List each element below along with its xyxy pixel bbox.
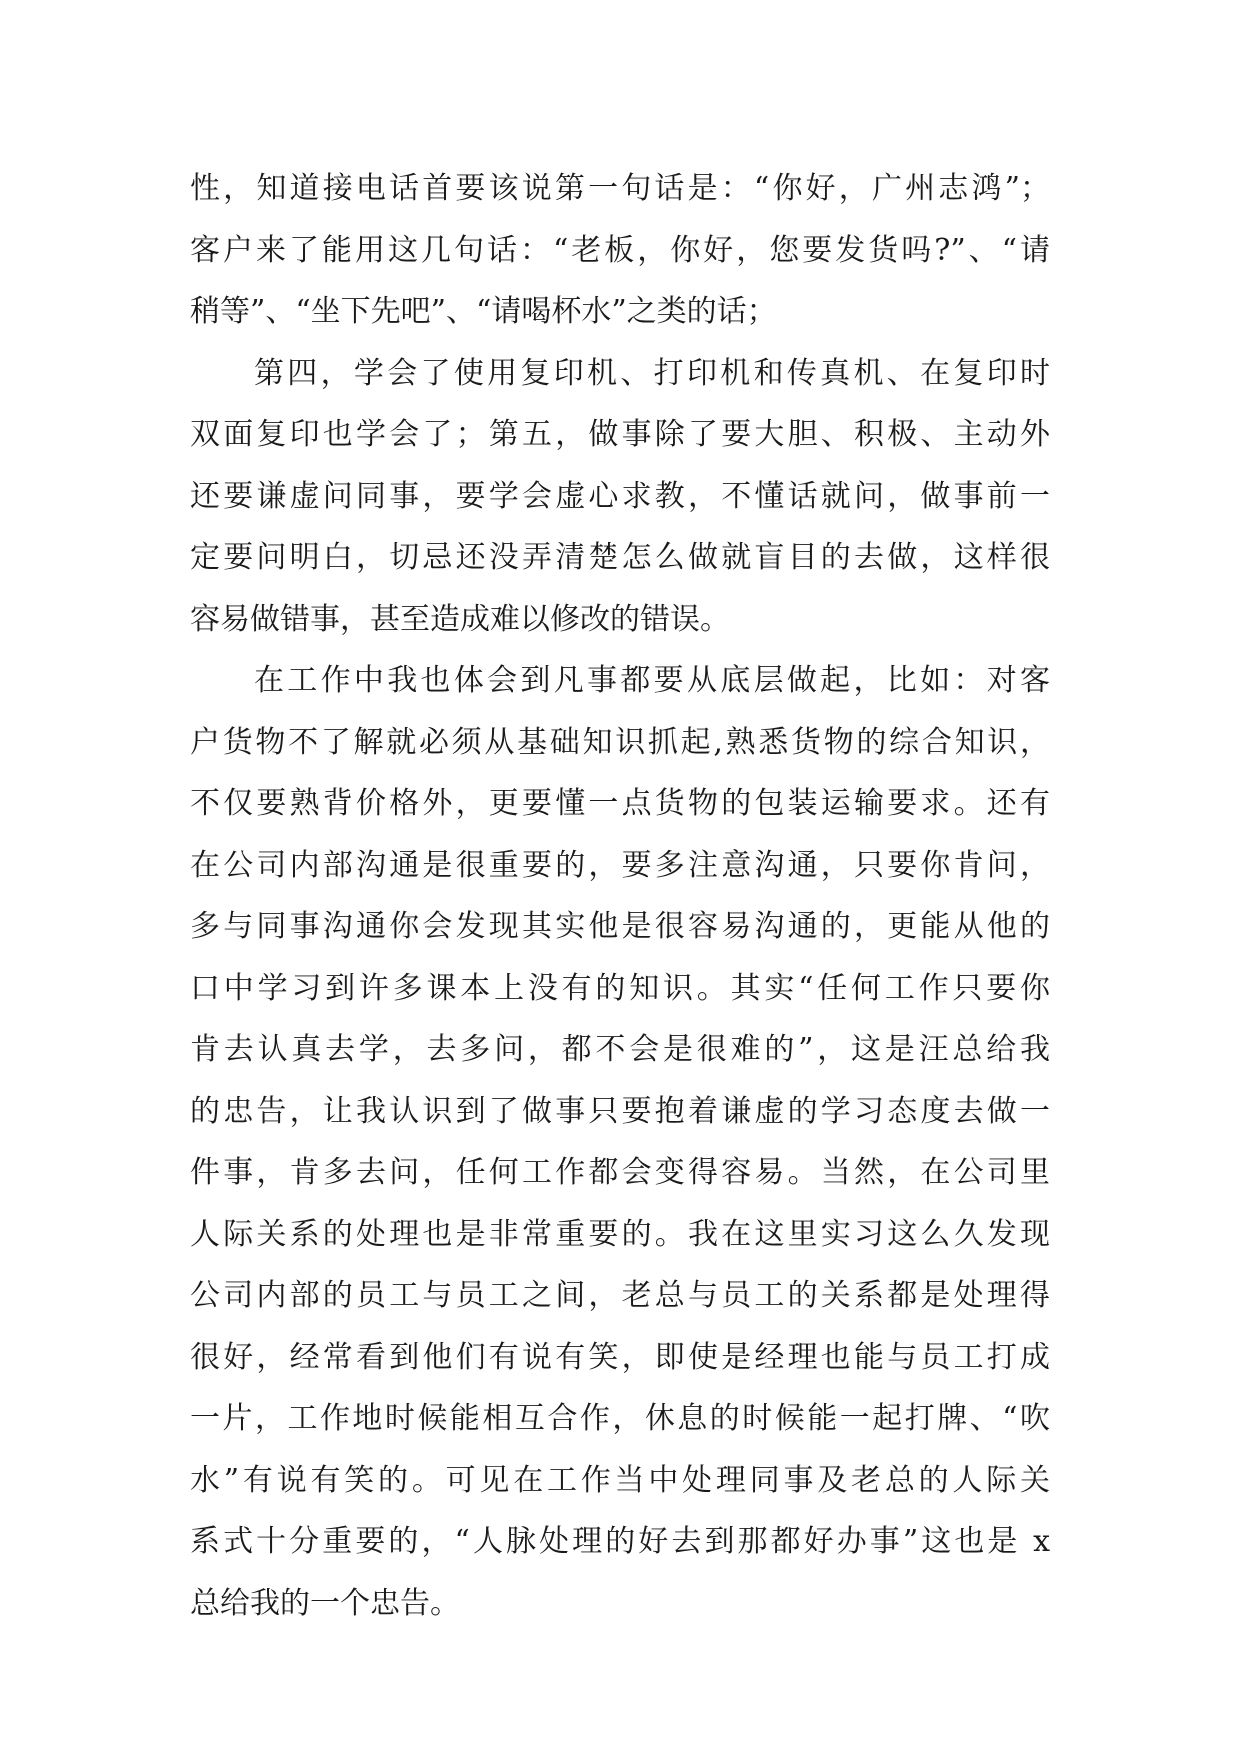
text-line: 的忠告，让我认识到了做事只要抱着谦虚的学习态度去做一 — [190, 1093, 1050, 1129]
text-line: 总给我的一个忠告。 — [190, 1585, 460, 1621]
text-line: 性，知道接电话首要该说第一句话是：“你好，广州志鸿”； — [190, 171, 1050, 206]
paragraph-2 — [190, 343, 1050, 651]
paragraph-1 — [190, 158, 1050, 343]
text-line: 很好，经常看到他们有说有笑，即使是经理也能与员工打成 — [190, 1339, 1050, 1375]
body-text — [190, 158, 1050, 1634]
text-line: 第四，学会了使用复印机、打印机和传真机、在复印时 — [254, 355, 1050, 391]
text-line: 在工作中我也体会到凡事都要从底层做起，比如：对客 — [254, 663, 1050, 698]
text-line: 稍等”、“坐下先吧”、“请喝杯水”之类的话； — [190, 294, 777, 329]
text-line: 户货物不了解就必须从基础知识抓起,熟悉货物的综合知识， — [190, 724, 1050, 760]
text-line: 客户来了能用这几句话：“老板，你好，您要发货吗?”、“请 — [190, 232, 1050, 268]
paragraph-3 — [190, 650, 1050, 1634]
text-line: 一片，工作地时候能相互合作，休息的时候能一起打牌、“吹 — [190, 1401, 1050, 1436]
text-line: 定要问明白，切忌还没弄清楚怎么做就盲目的去做，这样很 — [190, 540, 1050, 575]
text-line: 口中学习到许多课本上没有的知识。其实“任何工作只要你 — [190, 970, 1050, 1006]
text-line: 双面复印也学会了；第五，做事除了要大胆、积极、主动外 — [190, 417, 1050, 452]
text-line: 水”有说有笑的。可见在工作当中处理同事及老总的人际关 — [190, 1462, 1050, 1498]
text-line: 不仅要熟背价格外，更要懂一点货物的包装运输要求。还有 — [190, 786, 1050, 821]
text-line: 在公司内部沟通是很重要的，要多注意沟通，只要你肯问， — [190, 847, 1050, 883]
text-line: 容易做错事，甚至造成难以修改的错误。 — [190, 601, 730, 637]
text-line: 公司内部的员工与员工之间，老总与员工的关系都是处理得 — [190, 1278, 1050, 1313]
text-line: 肯去认真去学，去多问，都不会是很难的”，这是汪总给我 — [190, 1032, 1050, 1067]
text-line: 件事，肯多去问，任何工作都会变得容易。当然，在公司里 — [190, 1155, 1050, 1190]
text-line: 多与同事沟通你会发现其实他是很容易沟通的，更能从他的 — [190, 909, 1050, 944]
text-line: 人际关系的处理也是非常重要的。我在这里实习这么久发现 — [190, 1216, 1050, 1252]
text-line: 系式十分重要的，“人脉处理的好去到那都好办事”这也是 x — [190, 1524, 1050, 1559]
text-line: 还要谦虚问同事，要学会虚心求教，不懂话就问，做事前一 — [190, 478, 1050, 514]
